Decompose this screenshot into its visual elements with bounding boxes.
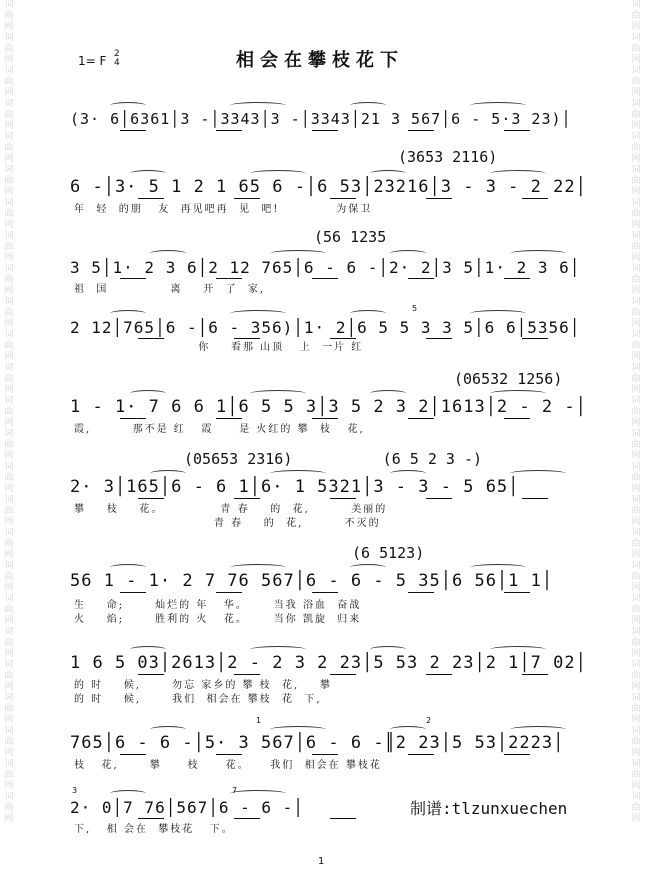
slur-mark — [270, 470, 326, 477]
slur-mark — [110, 790, 146, 797]
ending-mark-3: 3 — [72, 786, 78, 795]
ending-mark-2: 2 — [426, 716, 432, 725]
page-number: 1 — [318, 856, 325, 867]
notation-line: 2· 0│7 76│567│6 - 6 -│ — [70, 797, 304, 817]
notation-line: (3· 6│6361│3 -│3343│3 -│3343│21 3 567│6 - 5·3 23)│ — [70, 110, 572, 128]
beam-line — [120, 278, 146, 279]
beam-line — [426, 198, 452, 199]
watermark-right: 词曲网词曲网词曲网词曲网词曲网词曲网词曲网词曲网词曲网词曲网词曲网词曲网词曲网词曲网词曲网词曲网词曲网词曲网词曲网词曲网词曲网词曲网词曲网词曲网词曲网 — [631, 0, 641, 824]
slur-mark — [110, 310, 146, 317]
ending-mark-1: 1 — [256, 716, 262, 725]
beam-line — [330, 498, 356, 499]
slur-mark — [370, 646, 406, 653]
beam-line — [216, 592, 242, 593]
beam-line — [312, 418, 338, 419]
slur-mark — [390, 726, 426, 733]
beam-line — [216, 418, 242, 419]
slur-mark — [510, 250, 566, 257]
beam-line — [312, 278, 338, 279]
lyric-line: 的 时 候, 勿忘 家乡的 攀 枝 花, 攀 — [74, 680, 332, 691]
beam-line — [426, 338, 452, 339]
bracketed-counter-melody: (3653 2116) — [398, 148, 498, 166]
slur-mark — [110, 102, 146, 109]
slur-mark — [350, 564, 386, 571]
slur-mark — [270, 726, 326, 733]
slur-mark — [150, 726, 186, 733]
slur-mark — [150, 470, 186, 477]
notation-line: 765│6 - 6 -│5· 3 567│6 - 6 -║2 23│5 53│2223│ — [70, 733, 565, 753]
notation-line: 2 12│765│6 -│6 - 356)│1· 2│6 5 5 3 3 5│6 6│5356│ — [70, 317, 581, 337]
slur-mark — [490, 170, 546, 177]
slur-mark — [130, 646, 166, 653]
key-signature: 1= F — [78, 54, 107, 68]
beam-line — [504, 418, 530, 419]
beam-line — [138, 674, 164, 675]
beam-line — [234, 498, 260, 499]
beam-line — [522, 198, 548, 199]
notation-line: 1 - 1· 7 6 6 1│6 5 5 3│3 5 2 3 2│1613│2 - 2 -│ — [70, 397, 587, 417]
notation-line: 56 1 - 1· 2 7 76 567│6 - 6 - 5 35│6 56│1 1│ — [70, 571, 554, 591]
beam-line — [426, 498, 452, 499]
beam-line — [522, 338, 548, 339]
slur-mark — [390, 470, 426, 477]
slur-mark — [250, 646, 306, 653]
beam-line — [120, 418, 146, 419]
lyric-line: 火 焰; 胜利的 火 花。 当你 凯旋 归来 — [74, 614, 362, 625]
lyric-line: 下, 相 会在 攀枝花 下。 — [74, 824, 234, 835]
slur-mark — [230, 790, 286, 797]
slur-mark — [110, 564, 146, 571]
slur-mark — [370, 170, 406, 177]
beam-line — [330, 674, 356, 675]
notation-line: 1 6 5 03│2613│2 - 2 3 2 23│5 53 2 23│2 1│7 02│ — [70, 653, 587, 673]
beam-line — [312, 592, 338, 593]
slur-mark — [230, 564, 286, 571]
slur-mark — [250, 170, 306, 177]
lyric-line: 生 命; 灿烂的 年 华。 当我 浴血 奋战 — [74, 600, 362, 611]
slur-mark — [230, 102, 286, 109]
lyric-line: 祖 国 离 开 了 家, — [74, 284, 266, 295]
bracketed-counter-melody: (56 1235 — [314, 228, 387, 246]
notation-line: 2· 3│165│6 - 6 1│6· 1 5321│3 - 3 - 5 65│ — [70, 477, 520, 497]
beam-line — [504, 754, 530, 755]
beam-line — [330, 198, 356, 199]
beam-line — [408, 418, 434, 419]
song-title: 相会在攀枝花下 — [236, 50, 404, 71]
beam-line — [120, 130, 146, 131]
time-signature-bottom: 4 — [114, 58, 120, 68]
ending-mark-5: 5 — [412, 304, 418, 313]
beam-line — [504, 592, 530, 593]
beam-line — [234, 198, 260, 199]
ending-mark-7: 7 — [232, 786, 238, 795]
beam-line — [216, 130, 242, 131]
beam-line — [522, 674, 548, 675]
beam-line — [138, 198, 164, 199]
time-signature — [114, 50, 120, 68]
slur-mark — [350, 310, 386, 317]
slur-mark — [130, 390, 166, 397]
slur-mark — [470, 564, 526, 571]
beam-line — [522, 498, 548, 499]
slur-mark — [250, 390, 306, 397]
lyric-line: 的 时 候, 我们 相会在 攀枝 花 下, — [74, 694, 322, 705]
time-signature-top: 2 — [114, 49, 120, 59]
beam-line — [408, 278, 434, 279]
beam-line — [120, 754, 146, 755]
slur-mark — [270, 250, 326, 257]
slur-mark — [510, 726, 566, 733]
lyric-line: 攀 枝 花。 青 春 的 花, 美丽的 — [74, 504, 388, 515]
watermark-left: 词曲网词曲网词曲网词曲网词曲网词曲网词曲网词曲网词曲网词曲网词曲网词曲网词曲网词曲网词曲网词曲网词曲网词曲网词曲网词曲网词曲网词曲网词曲网词曲网词曲网 — [4, 0, 14, 824]
beam-line — [426, 674, 452, 675]
bracketed-counter-melody: (05653 2316) (6 5 2 3 -) — [184, 450, 483, 468]
slur-mark — [510, 470, 566, 477]
beam-line — [234, 818, 260, 819]
slur-mark — [490, 646, 546, 653]
bracketed-counter-melody: (6 5123) — [352, 544, 425, 562]
beam-line — [216, 754, 242, 755]
slur-mark — [370, 390, 406, 397]
beam-line — [234, 674, 260, 675]
slur-mark — [230, 310, 286, 317]
lyric-line: 年 轻 的朋 友 再见吧再 见 吧! 为保卫 — [74, 204, 373, 215]
beam-line — [216, 278, 242, 279]
lyric-line: 霞, 那不是 红 霞 是 火红的 攀 枝 花, — [74, 424, 365, 435]
beam-line — [408, 592, 434, 593]
beam-line — [330, 818, 356, 819]
lyric-line: 枝 花, 攀 枝 花。 我们 相会在 攀枝花 — [74, 760, 382, 771]
beam-line — [120, 592, 146, 593]
beam-line — [138, 818, 164, 819]
slur-mark — [470, 310, 526, 317]
beam-line — [408, 130, 434, 131]
notation-line: 6 -│3· 5 1 2 1 65 6 -│6 53│23216│3 - 3 - 2 22│ — [70, 177, 587, 197]
credit: 制谱:tlzunxuechen — [410, 799, 568, 818]
slur-mark — [130, 170, 166, 177]
slur-mark — [350, 102, 386, 109]
lyric-line: 青 春 的 花, 不灭的 — [74, 518, 381, 529]
beam-line — [312, 754, 338, 755]
beam-line — [504, 278, 530, 279]
slur-mark — [490, 390, 546, 397]
slur-mark — [150, 250, 186, 257]
notation-line: 3 5│1· 2 3 6│2 12 765│6 - 6 -│2· 2│3 5│1· 2 3 6│ — [70, 257, 581, 277]
bracketed-counter-melody: (06532 1256) — [454, 370, 563, 388]
slur-mark — [470, 102, 526, 109]
slur-mark — [390, 250, 426, 257]
beam-line — [138, 498, 164, 499]
beam-line — [504, 130, 530, 131]
lyric-line: 你 看那 山顶 上 一片 红 — [74, 342, 364, 353]
beam-line — [408, 754, 434, 755]
beam-line — [312, 130, 338, 131]
